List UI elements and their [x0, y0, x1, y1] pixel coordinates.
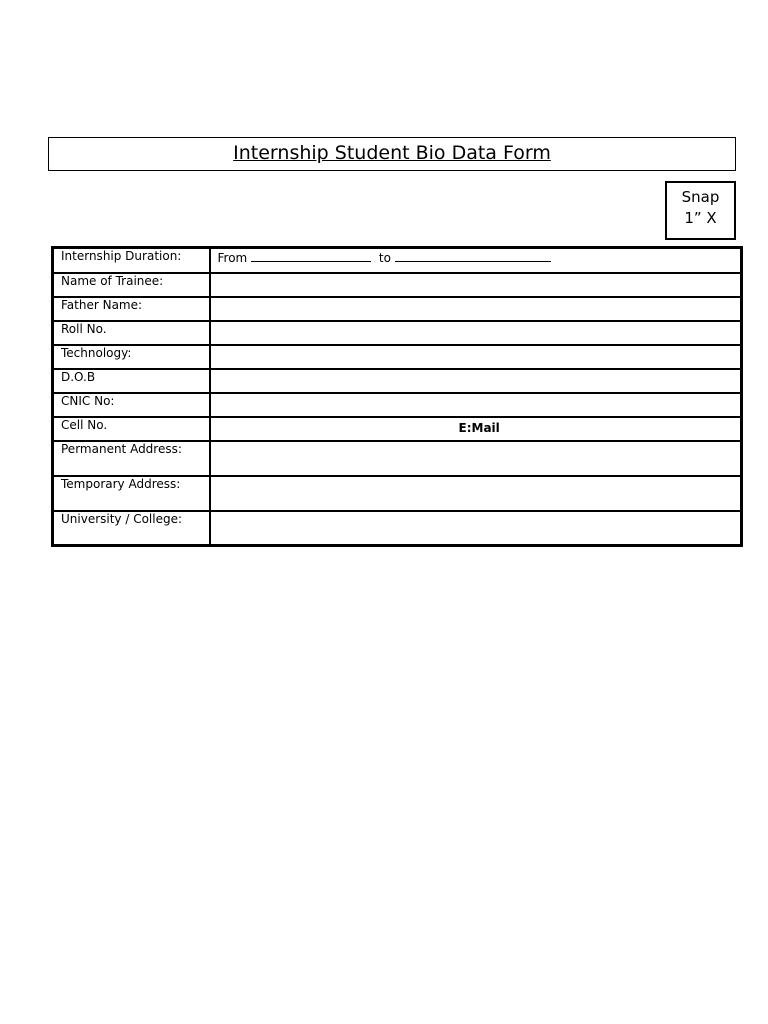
permanent-address-field[interactable] [210, 441, 742, 476]
photo-placeholder-line2: 1” X [684, 209, 717, 227]
table-row [53, 441, 742, 476]
table-row [53, 393, 742, 417]
table-row [53, 345, 742, 369]
cell-email-field[interactable] [210, 417, 742, 441]
table-row [53, 511, 742, 546]
father-name-field[interactable] [210, 297, 742, 321]
cnic-field[interactable] [210, 393, 742, 417]
duration-to-blank[interactable] [395, 249, 551, 262]
duration-label: Internship Duration: [53, 248, 210, 273]
field-label: Father Name: [53, 297, 210, 321]
university-field[interactable] [210, 511, 742, 546]
field-label: CNIC No: [53, 393, 210, 417]
table-row [53, 321, 742, 345]
roll-no-field[interactable] [210, 321, 742, 345]
dob-field[interactable] [210, 369, 742, 393]
field-label: University / College: [53, 511, 210, 546]
duration-to-label: to [378, 251, 391, 265]
table-row [53, 369, 742, 393]
field-label: Permanent Address: [53, 441, 210, 476]
duration-from-label: From [217, 251, 248, 265]
form-title: Internship Student Bio Data Form [233, 142, 551, 164]
temporary-address-field[interactable] [210, 476, 742, 511]
photo-placeholder-line1: Snap [681, 188, 720, 206]
field-label: Technology: [53, 345, 210, 369]
technology-field[interactable] [210, 345, 742, 369]
duration-value[interactable] [210, 248, 742, 273]
field-label: Name of Trainee: [53, 273, 210, 297]
field-label: Roll No. [53, 321, 210, 345]
photo-placeholder [665, 181, 736, 240]
field-label: Temporary Address: [53, 476, 210, 511]
trainee-name-field[interactable] [210, 273, 742, 297]
duration-from-blank[interactable] [251, 249, 371, 262]
field-label: Cell No. [53, 417, 210, 441]
email-label: E:Mail [458, 420, 500, 435]
bio-data-table [51, 246, 743, 547]
table-row [53, 248, 742, 273]
table-row [53, 297, 742, 321]
table-row [53, 417, 742, 441]
table-row [53, 273, 742, 297]
field-label: D.O.B [53, 369, 210, 393]
form-title-box [48, 137, 736, 171]
table-row [53, 476, 742, 511]
